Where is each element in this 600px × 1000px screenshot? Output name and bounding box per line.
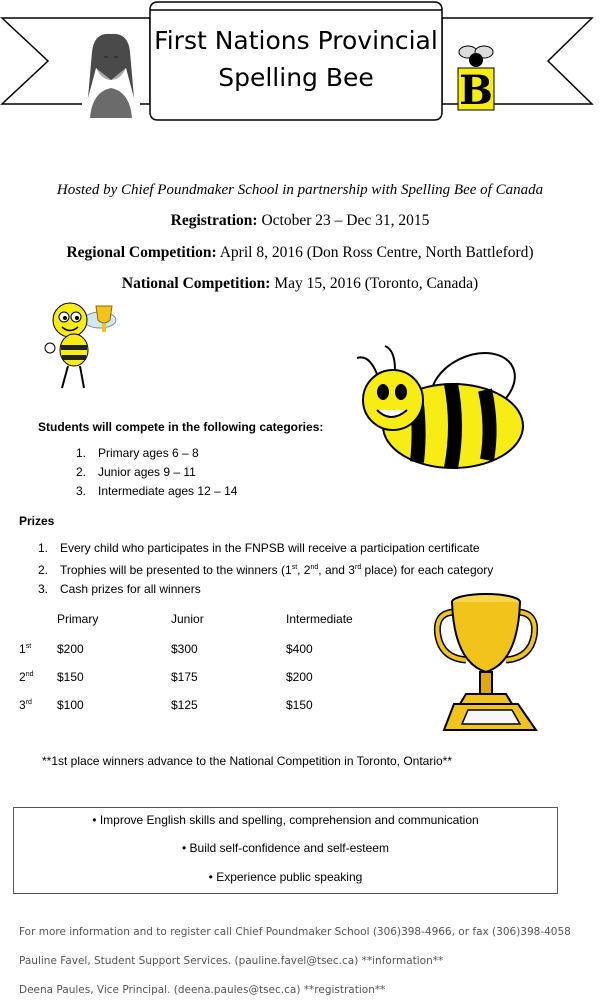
goals-box	[13, 807, 558, 894]
table-header-primary: Primary	[57, 612, 99, 626]
table-row-label: 2nd	[19, 670, 34, 684]
footer-registration-contact: Deena Paules, Vice Principal. (deena.paules@tsec.ca) **registration**	[19, 984, 386, 996]
big-bee-image	[355, 340, 535, 480]
advance-note: **1st place winners advance to the National Competition in Toronto, Ontario**	[42, 754, 453, 768]
trophy-image	[432, 590, 542, 750]
hosted-by-line: Hosted by Chief Poundmaker School in partnership with Spelling Bee of Canada	[56, 182, 544, 198]
table-header-intermediate: Intermediate	[286, 612, 353, 626]
table-cell: $150	[286, 698, 313, 712]
footer-contact-line: For more information and to register call Chief Poundmaker School (306)398-4966, or fax (306)398-4058	[19, 926, 571, 938]
table-cell: $200	[286, 670, 313, 684]
page-title: First Nations Provincial Spelling Bee	[154, 26, 438, 92]
national-competition-line: National Competition: May 15, 2016 (Toronto, Canada)	[121, 275, 479, 292]
registration-line: Registration: October 23 – Dec 31, 2015	[170, 212, 430, 229]
prizes-list	[38, 539, 493, 599]
table-cell: $150	[57, 670, 84, 684]
list-item: 1. Primary ages 6 – 8	[76, 446, 199, 460]
table-cell: $100	[57, 698, 84, 712]
list-item: 3. Intermediate ages 12 – 14	[76, 484, 238, 498]
table-row-label: 1st	[19, 642, 32, 656]
categories-heading: Students will compete in the following categories:	[38, 420, 324, 434]
cartoon-bee-trophy-image	[40, 290, 130, 400]
prizes-heading: Prizes	[19, 514, 55, 528]
svg-text:B: B	[459, 67, 493, 112]
goal-item: • Improve English skills and spelling, comprehension and communication	[92, 813, 479, 827]
list-item: 1. Every child who participates in the FNPSB will receive a participation certificate	[38, 541, 480, 555]
table-cell: $400	[286, 642, 313, 656]
goal-item: • Build self-confidence and self-esteem	[182, 841, 389, 855]
categories-list	[76, 444, 237, 501]
list-item: 3. Cash prizes for all winners	[38, 582, 201, 596]
table-cell: $175	[171, 670, 198, 684]
footer-information-contact: Pauline Favel, Student Support Services. (pauline.favel@tsec.ca) **information**	[19, 955, 444, 967]
goal-item: • Experience public speaking	[208, 870, 363, 884]
list-item: 2. Junior ages 9 – 11	[76, 465, 196, 479]
table-cell: $200	[57, 642, 84, 656]
table-header-junior: Junior	[171, 612, 204, 626]
chief-portrait-image	[82, 28, 140, 118]
list-item: 2. Trophies will be presented to the winners (1st, 2nd, and 3rd place) for each category	[38, 563, 494, 577]
spelling-bee-logo	[452, 38, 500, 112]
table-row-label: 3rd	[19, 698, 32, 712]
table-cell: $300	[171, 642, 198, 656]
regional-competition-line: Regional Competition: April 8, 2016 (Don Ross Centre, North Battleford)	[66, 244, 534, 261]
table-cell: $125	[171, 698, 198, 712]
